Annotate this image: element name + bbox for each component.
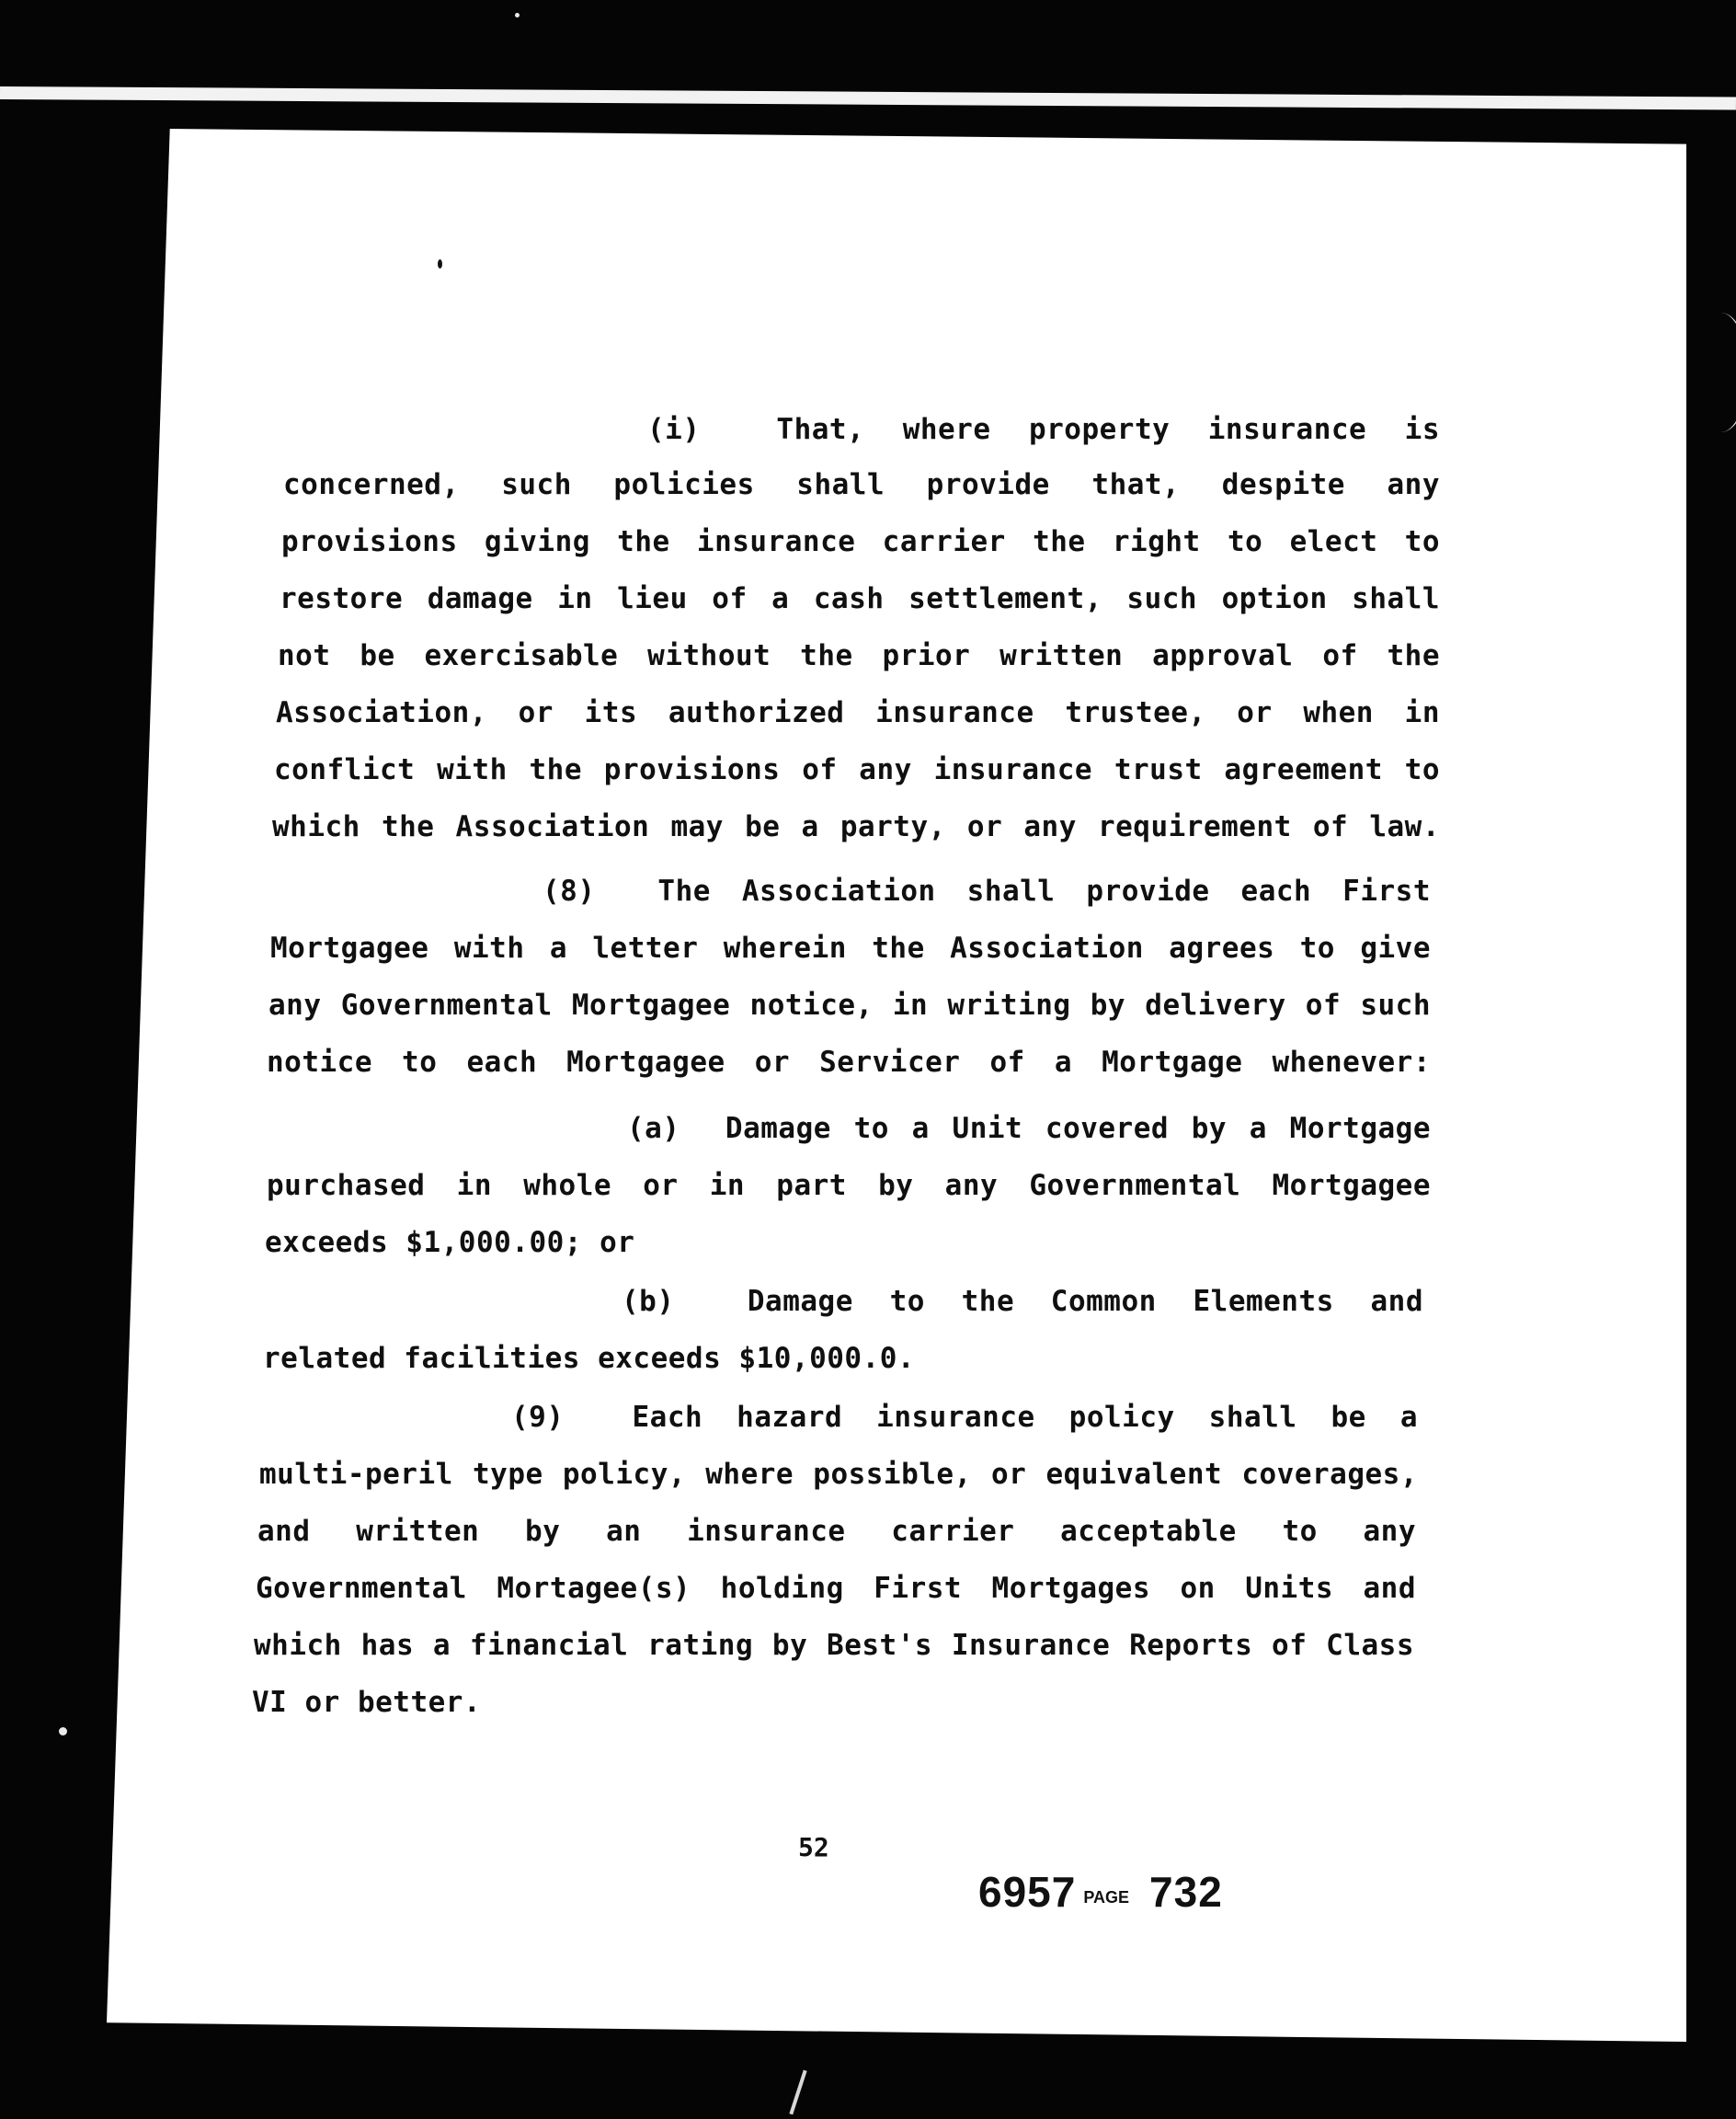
page-label: PAGE [1083, 1888, 1130, 1907]
scan-speck [438, 259, 442, 269]
scan-top-rule [0, 86, 1736, 110]
text-line: which the Association may be a party, or any requirement of law. [272, 810, 1440, 843]
text-line: VI or better. [252, 1686, 482, 1719]
text-line: (b) Damage to the Common Elements and [622, 1285, 1423, 1318]
stamp-page-number: 732 [1149, 1868, 1223, 1916]
text-line: exceeds $1,000.00; or [265, 1226, 635, 1259]
text-line: notice to each Mortgagee or Servicer of a Mortgage whenever: [267, 1046, 1431, 1079]
text-line: concerned, such policies shall provide that, despite any [283, 468, 1440, 501]
text-line: which has a financial rating by Best's Insurance Reports of Class [254, 1629, 1414, 1662]
text-line: Mortgagee with a letter wherein the Association agrees to give [270, 932, 1431, 965]
text-line: any Governmental Mortgagee notice, in writing by delivery of such [268, 989, 1431, 1022]
book-number: 6957 [978, 1868, 1077, 1916]
text-line: (9) Each hazard insurance policy shall be a [511, 1401, 1418, 1434]
text-line: (8) The Association shall provide each First [542, 875, 1431, 908]
text-line: Association, or its authorized insurance trustee, or when in [276, 696, 1440, 729]
scan-mark [515, 13, 520, 17]
text-line: conflict with the provisions of any insurance trust agreement to [274, 753, 1440, 786]
page-number: 52 [798, 1832, 829, 1862]
text-line: (a) Damage to a Unit covered by a Mortgage [627, 1112, 1431, 1145]
text-line: and written by an insurance carrier acceptable to any [257, 1515, 1416, 1548]
recording-stamp [978, 1867, 1223, 1917]
text-line: restore damage in lieu of a cash settlement, such option shall [280, 582, 1440, 615]
text-line: purchased in whole or in part by any Governmental Mortgagee [267, 1169, 1431, 1202]
text-line: Governmental Mortagee(s) holding First Mortgages on Units and [256, 1572, 1416, 1605]
text-line: related facilities exceeds $10,000.0. [263, 1342, 916, 1375]
scan-mark [59, 1727, 67, 1735]
text-line: (i) That, where property insurance is [647, 413, 1440, 446]
scan-scratch [789, 2070, 806, 2115]
text-line: multi-peril type policy, where possible, or equivalent coverages, [259, 1458, 1418, 1491]
text-line: not be exercisable without the prior written approval of the [278, 639, 1440, 672]
text-line: provisions giving the insurance carrier the right to elect to [281, 525, 1440, 558]
scan-edge-arc [1692, 313, 1736, 432]
